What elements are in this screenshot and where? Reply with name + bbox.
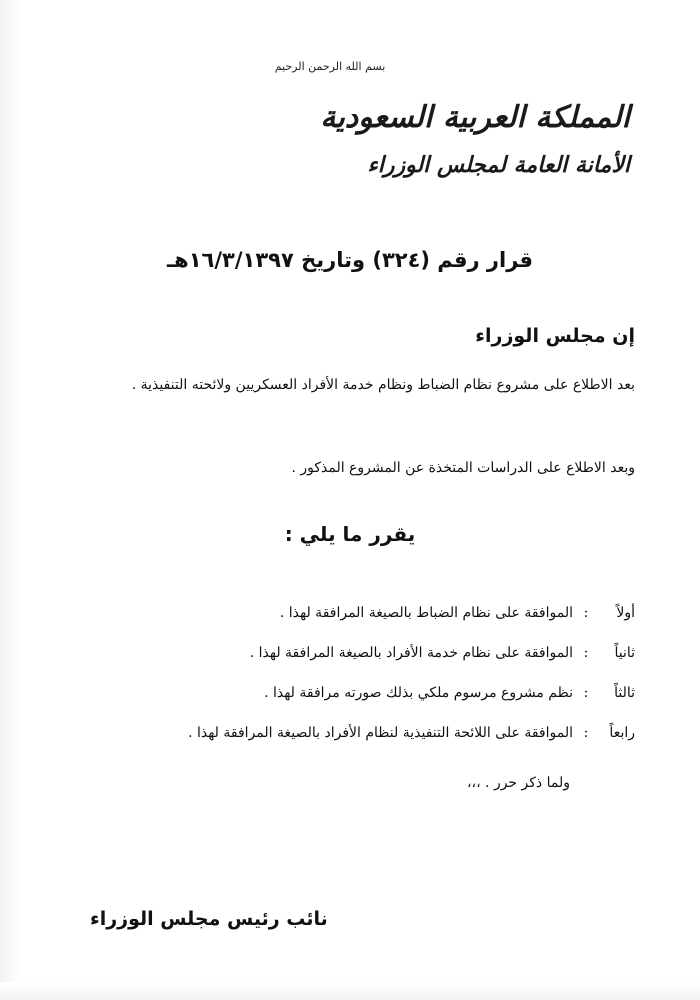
basmala: بسم الله الرحمن الرحيم [274, 60, 386, 73]
resolves-heading: يقرر ما يلي : [284, 522, 416, 546]
scan-edge-left [0, 0, 20, 1000]
closing-line: ولما ذكر حرر . ،،، [467, 775, 570, 791]
decision-item [35, 645, 635, 685]
preamble-paragraph-2: وبعد الاطلاع على الدراسات المتخذة عن المشروع المذكور . [291, 460, 635, 476]
kingdom-title: المملكة العربية السعودية [320, 100, 630, 135]
decision-number: قرار رقم (٣٢٤) وتاريخ ١٦/٣/١٣٩٧هـ [166, 248, 534, 272]
council-heading: إن مجلس الوزراء [475, 325, 635, 347]
item-ordinal: ثالثاً [614, 685, 635, 701]
decision-item [35, 605, 635, 645]
item-colon: : [583, 725, 589, 741]
item-ordinal: أولاً [616, 605, 635, 621]
item-colon: : [583, 605, 589, 621]
item-text: الموافقة على نظام الضباط بالصيغة المرافقة لهذا . [279, 605, 573, 621]
item-text: نظم مشروع مرسوم ملكي بذلك صورته مرافقة لهذا . [264, 685, 573, 701]
item-text: الموافقة على نظام خدمة الأفراد بالصيغة المرافقة لهذا . [249, 645, 573, 661]
decision-item [35, 685, 635, 725]
item-ordinal: ثانياً [614, 645, 635, 661]
decision-items [35, 605, 635, 765]
item-colon: : [583, 645, 589, 661]
scan-edge-bottom [0, 982, 700, 1000]
decision-item [35, 725, 635, 765]
item-ordinal: رابعاً [609, 725, 635, 741]
preamble-paragraph-1: بعد الاطلاع على مشروع نظام الضباط ونظام خدمة الأفراد العسكريين ولائحته التنفيذية . [131, 377, 635, 393]
signature-title: نائب رئيس مجلس الوزراء [90, 908, 328, 930]
item-colon: : [583, 685, 589, 701]
secretariat-title: الأمانة العامة لمجلس الوزراء [367, 152, 630, 178]
item-text: الموافقة على اللائحة التنفيذية لنظام الأفراد بالصيغة المرافقة لهذا . [188, 725, 573, 741]
